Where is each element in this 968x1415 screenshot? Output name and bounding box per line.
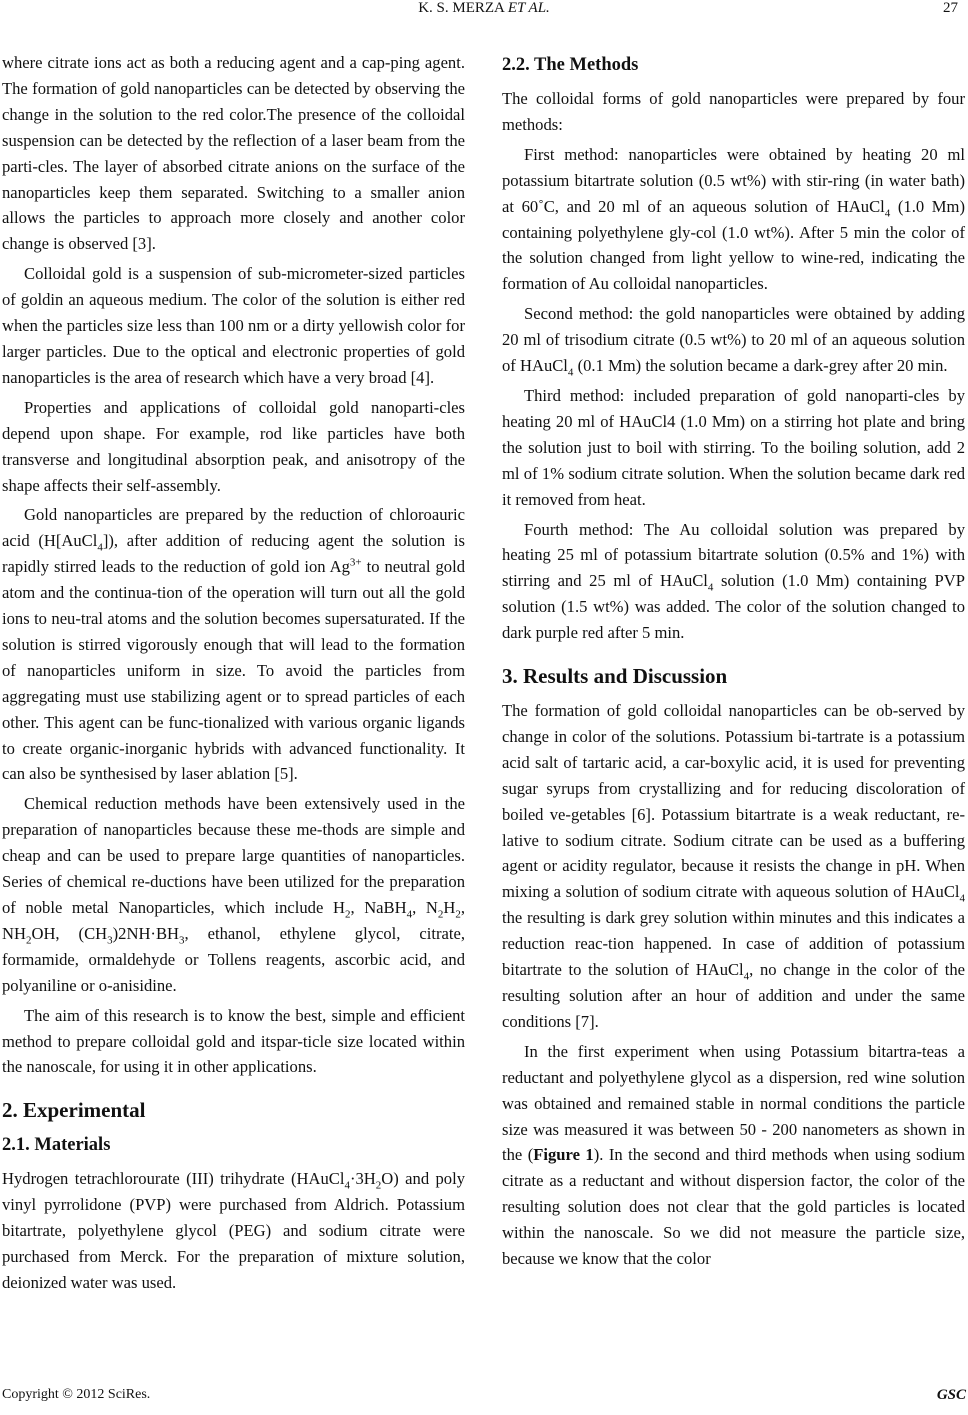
journal-abbreviation: GSC bbox=[936, 1387, 966, 1403]
subsection-heading-methods: 2.2. The Methods bbox=[502, 55, 639, 75]
paragraph: The aim of this research is to know the best, simple and efficient method to prepare colloidal gold and itspar-ticle size located within the nanoscale, for using it in other applications. bbox=[2, 1005, 465, 1077]
paragraph: Properties and applications of colloidal gold nanoparti-cles depend upon shape. For example, rod like particles have both transverse and longitudinal absorption peak, and anisotropy of the shape affects their self-assembly. bbox=[2, 397, 465, 495]
paragraph: In the first experiment when using Potassium bitartra-teas a reductant and polyethylene glycol as a dispersion, red wine solution was obtained and remained stable in normal conditions the particle size was measured it was between 50 - 200 nanometers as shown in the (Figure 1). In the second and third methods when using sodium citrate as a reductant and without dispersion factor, the color of the resulting solution does not clear that the gold particles is located within the nanoscale. So we did not measure the particle size, because we know that the color bbox=[502, 1041, 966, 1269]
running-title-italic: ET AL. bbox=[507, 0, 550, 16]
left-column bbox=[2, 50, 465, 1296]
page-number: 27 bbox=[943, 0, 958, 16]
paragraph: Gold nanoparticles are prepared by the reduction of chloroauric acid (H[AuCl$_4$]), after addition of reducing agent the solution is rapidly stirred leads to the reduction of gold ion $Ag^{3+}$ to neutral gold atom and the continua-tion of the operation will turn out all the gold ions to neu-tral atoms and the solution becomes supersaturated. If the solution is stirred vigorously enough that will lead to the formation of nanoparticles uniform in size. To avoid the particles from aggregating must use stabilizing agent or to spread particles of each other. This agent can be func-tionalized with various organic ligands to create organic-inorganic hybrids with advanced functionality. It can also be synthesised by laser ablation [5]. bbox=[2, 505, 465, 784]
subsection-heading-materials: 2.1. Materials bbox=[2, 1135, 111, 1156]
paragraph: The colloidal forms of gold nanoparticles were prepared by four methods: bbox=[502, 89, 965, 134]
paragraph: Third method: included preparation of gold nanoparti-cles by heating 20 ml of HAuCl4 (1.0 Mm) on a stirring hot plate and bring the solution just to boil with stirring. To the boiling solution, add 2 ml of 1% sodium citrate solution. When the solution became dark red it removed from heat. bbox=[502, 385, 965, 509]
section-heading-experimental: 2. Experimental bbox=[2, 1098, 146, 1123]
running-title: K. S. MERZA ET AL. bbox=[418, 0, 550, 16]
figure-reference: Figure 1 bbox=[533, 1145, 594, 1165]
paragraph: Second method: the gold nanoparticles were obtained by adding 20 ml of trisodium citrate (0.5 wt%) to 20 ml of an aqueous solution of HAuCl$_4$ (0.1 Mm) the solution became a dark-grey after 20 min. bbox=[502, 304, 965, 379]
paragraph: Fourth method: The Au colloidal solution was prepared by heating 25 ml of potassium bitartrate solution (0.5% and 1%) with stirring and 25 ml of HAuCl$_4$ solution (1.0 Mm) containing PVP solution (1.5 wt%) was added. The color of the solution changed to dark purple red after 5 min. bbox=[502, 519, 965, 643]
paragraph: Chemical reduction methods have been extensively used in the preparation of nanoparticles because these me-thods are simple and cheap and can be used to prepare large quantities of nanoparticles. Series of chemical re-ductions have been utilized for the preparation of noble metal Nanoparticles, which include $H_2$, NaBH$_4$, $N_2H_2$, $NH_2OH$, $(CH_3)2NH\cdot BH_3$, ethanol, ethylene glycol, citrate, formamide, ormaldehyde or Tollens reagents, ascorbic acid, and polyaniline or o-anisidine. bbox=[2, 794, 465, 995]
section-heading-results: 3. Results and Discussion bbox=[502, 664, 728, 689]
paragraph: The formation of gold colloidal nanoparticles can be ob-served by change in color of the solutions. Potassium bi-tartrate is a potassium acid salt of tartaric acid, a car-boxylic acid, it is used for preventing sugar syrups from crystallizing and for reducing discoloration of boiled ve-getables [6]. Potassium bitartrate is a weak reductant, re-lative to sodium citrate. Sodium citrate can be used as a buffering agent or acidity regulator, because it resists the change in pH. When mixing a solution of sodium citrate with aqueous solution of HAuCl$_4$ the resulting is dark grey solution within minutes and this indicates a reduction reac-tion happened. In case of addition of potassium bitartrate to the solution of HAuCl$_4$, no change in the color of the resulting solution after an hour of addition and under the same conditions [7]. bbox=[502, 701, 965, 1031]
paragraph: where citrate ions act as both a reducing agent and a cap-ping agent. The formation of gold nanoparticles can be detected by observing the change in the solution to the red color.The presence of the colloidal suspension can be detected by the reflection of a laser beam from the parti-cles. The layer of absorbed citrate anions on the surface of the nanoparticles keep them separated. Switching to a smaller anion allows the particles to approach more closely and another color change is observed [3]. bbox=[2, 53, 465, 254]
paragraph: Hydrogen tetrachlorourate (III) trihydrate $(HAuCl_4\cdot 3H_2O)$ and poly vinyl pyrrolidone (PVP) were purchased from Aldrich. Potassium bitartrate, polyethylene glycol (PEG) and sodium citrate were purchased from Merck. For the preparation of mixture solution, deionized water was used. bbox=[2, 1169, 465, 1292]
page-footer bbox=[0, 1383, 968, 1415]
paragraph: First method: nanoparticles were obtained by heating 20 ml potassium bitartrate solution (0.5 wt%) with stir-ring (in water bath) at 60˚C, and 20 ml of an aqueous solution of HAuCl$_4$ (1.0 Mm) containing polyethylene gly-col (1.0 wt%). After 5 min the color of the solution changed from light yellow to wine-red, indicating the formation of Au colloidal nanoparticles. bbox=[502, 144, 965, 294]
paragraph: Colloidal gold is a suspension of sub-micrometer-sized particles of goldin an aqueous medium. The color of the solution is either red when the particles size less than 100 nm or a dirty yellowish color for larger particles. Due to the optical and electronic properties of gold nanoparticles is the area of research which have a very broad [4]. bbox=[2, 264, 465, 387]
page-header bbox=[0, 0, 968, 30]
copyright-notice: Copyright © 2012 SciRes. bbox=[2, 1387, 151, 1402]
right-column bbox=[502, 52, 965, 1272]
